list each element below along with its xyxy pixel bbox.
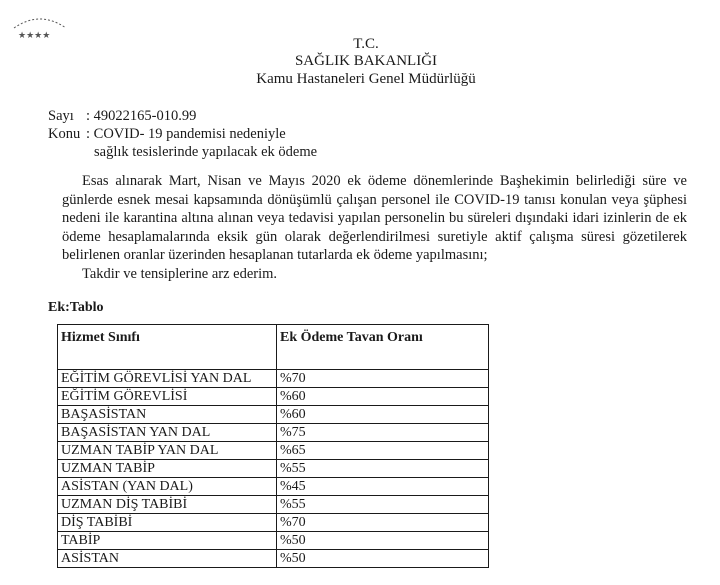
rate-cell: %60: [277, 406, 489, 424]
table-row: [58, 442, 489, 460]
table-row: [58, 406, 489, 424]
table-header-row: [58, 325, 489, 370]
rate-cell: %50: [277, 550, 489, 568]
header-ministry: SAĞLIK BAKANLIĞI: [294, 53, 438, 69]
rate-cell: %60: [277, 388, 489, 406]
table-row: [58, 496, 489, 514]
rate-cell: %75: [277, 424, 489, 442]
rate-cell: %50: [277, 532, 489, 550]
header-directorate: Kamu Hastaneleri Genel Müdürlüğü: [256, 71, 476, 87]
main-paragraph: Esas alınarak Mart, Nisan ve Mayıs 2020 ek ödeme dönemlerinde Başhekimin belirlediği süre ve günlerde esnek mesai kapsamında dönüşümlü çalışan personel ile COVID-19 tanısı konulan veya şüphesi nedeni ile karantina altına alınan veya tedavisi yapılan personelin bu süreleri dışındaki idari izinlerin de ek ödeme hesaplamalarında eksik gün olarak değerlendirilmesi suretiyle aktif çalışma süresi gözetilerek belirlenen oranlar üzerinden hesaplanan tutarlarda ek ödeme yapılmasını;: [62, 173, 687, 264]
rate-cell: %55: [277, 460, 489, 478]
service-class-cell: UZMAN DİŞ TABİBİ: [58, 496, 277, 514]
table-row: [58, 514, 489, 532]
service-class-cell: UZMAN TABİP: [58, 460, 277, 478]
table-row: [58, 370, 489, 388]
service-class-cell: BAŞASİSTAN: [58, 406, 277, 424]
service-class-cell: BAŞASİSTAN YAN DAL: [58, 424, 277, 442]
payment-rate-table: [57, 324, 489, 568]
konu-label: Konu: [48, 126, 81, 142]
rate-cell: %70: [277, 370, 489, 388]
header-tc: T.C.: [353, 36, 379, 52]
service-class-cell: UZMAN TABİP YAN DAL: [58, 442, 277, 460]
service-class-cell: DİŞ TABİBİ: [58, 514, 277, 532]
table-row: [58, 460, 489, 478]
service-class-cell: TABİP: [58, 532, 277, 550]
service-class-cell: EĞİTİM GÖREVLİSİ: [58, 388, 277, 406]
table-row: [58, 532, 489, 550]
table-row: [58, 550, 489, 568]
rate-cell: %55: [277, 496, 489, 514]
table-row: [58, 388, 489, 406]
rate-cell: %45: [277, 478, 489, 496]
rate-cell: %70: [277, 514, 489, 532]
header-rate: Ek Ödeme Tavan Oranı: [277, 325, 489, 370]
konu-value-line1: : COVID- 19 pandemisi nedeniyle: [86, 126, 286, 142]
sayi-value: : 49022165-010.99: [86, 108, 197, 124]
closing-line: Takdir ve tensiplerine arz ederim.: [82, 265, 278, 282]
service-class-cell: ASİSTAN: [58, 550, 277, 568]
service-class-cell: EĞİTİM GÖREVLİSİ YAN DAL: [58, 370, 277, 388]
svg-text:★★★★: ★★★★: [18, 31, 51, 40]
sayi-label: Sayı: [48, 108, 74, 124]
table-caption: Ek:Tablo: [48, 300, 104, 315]
table-row: [58, 424, 489, 442]
rate-cell: %65: [277, 442, 489, 460]
letter-body: [62, 172, 687, 284]
konu-value-line2: sağlık tesislerinde yapılacak ek ödeme: [94, 144, 318, 160]
table-row: [58, 478, 489, 496]
header-service-class: Hizmet Sınıfı: [58, 325, 277, 370]
service-class-cell: ASİSTAN (YAN DAL): [58, 478, 277, 496]
